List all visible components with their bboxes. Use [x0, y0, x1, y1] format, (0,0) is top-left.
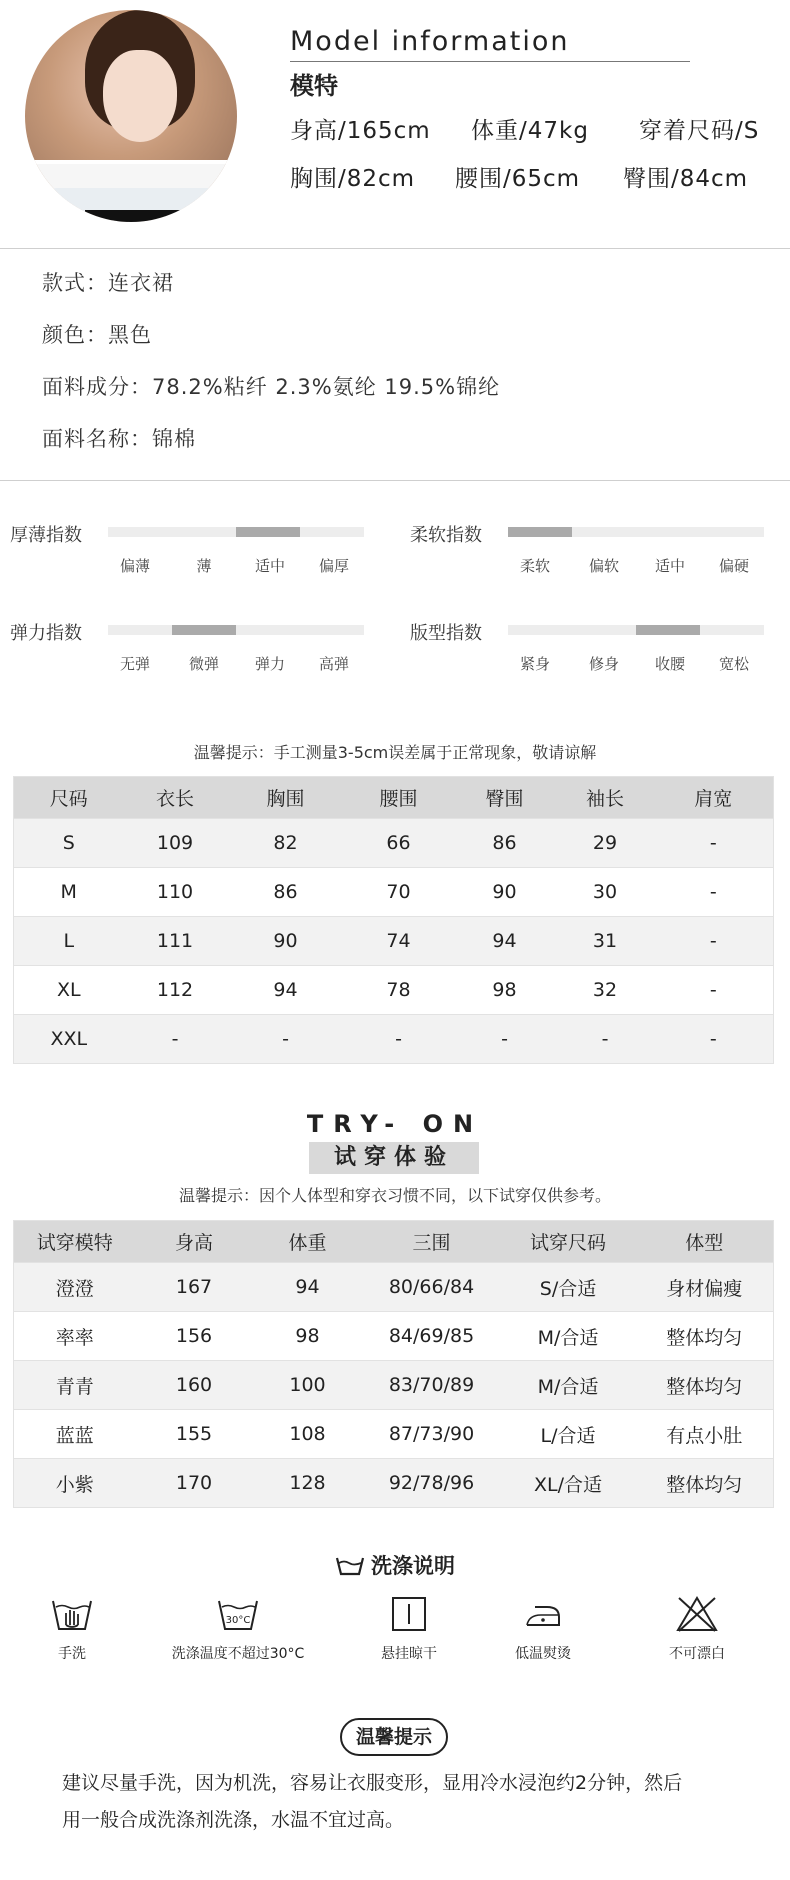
model-photo-face: [103, 50, 177, 142]
table-cell: M/合适: [501, 1312, 636, 1361]
iron-low-icon: [521, 1595, 565, 1633]
index-option: 柔软: [519, 557, 551, 575]
table-cell: 70: [345, 868, 453, 917]
index-option: 修身: [588, 655, 620, 673]
wash-label: 悬挂晾干: [381, 1646, 437, 1662]
tip-line-1: 建议尽量手洗，因为机洗，容易让衣服变形，显用冷水浸泡约2分钟，然后: [62, 1772, 683, 1794]
model-photo-dress: [85, 210, 205, 222]
table-cell: 90: [453, 868, 557, 917]
try-on-table: [13, 1220, 774, 1508]
tip-text: [62, 1765, 742, 1839]
table-cell: 整体均匀: [636, 1312, 774, 1361]
try-on-title: TRY- ON: [306, 1110, 484, 1138]
wash-item-no-bleach: [622, 1595, 772, 1663]
model-size: 穿着尺码/S: [639, 118, 760, 144]
product-color: 颜色：黑色: [42, 323, 152, 347]
table-cell: 78: [345, 966, 453, 1015]
table-cell: 整体均匀: [636, 1361, 774, 1410]
index-bar: [508, 527, 764, 537]
table-cell: 有点小肚: [636, 1410, 774, 1459]
table-cell: 94: [453, 917, 557, 966]
index-bar: [508, 625, 764, 635]
table-cell: L/合适: [501, 1410, 636, 1459]
table-cell: -: [557, 1015, 654, 1064]
table-cell: -: [654, 1015, 774, 1064]
table-cell: 86: [453, 819, 557, 868]
model-weight: 体重/47kg: [471, 118, 589, 144]
table-cell: -: [654, 966, 774, 1015]
table-cell: 94: [253, 1263, 363, 1312]
index-option: 微弹: [188, 655, 220, 673]
table-cell: 109: [124, 819, 227, 868]
table-cell: 156: [136, 1312, 253, 1361]
tip-line-2: 用一般合成洗涤剂洗涤，水温不宜过高。: [62, 1809, 405, 1831]
index-option: 高弹: [318, 655, 350, 673]
table-cell: XL: [14, 966, 124, 1015]
table-cell: 青青: [14, 1361, 136, 1410]
wash-label: 洗涤温度不超过30°C: [171, 1646, 305, 1662]
try-on-row: [14, 1410, 774, 1459]
table-cell: 率率: [14, 1312, 136, 1361]
table-cell: 身材偏瘦: [636, 1263, 774, 1312]
column-header: 体型: [636, 1221, 774, 1263]
size-table: [13, 776, 774, 1064]
table-cell: 100: [253, 1361, 363, 1410]
index-bar-fill: [636, 625, 700, 635]
table-cell: 92/78/96: [363, 1459, 501, 1508]
wash-label: 手洗: [58, 1646, 86, 1662]
table-cell: 98: [453, 966, 557, 1015]
size-table-note: 温馨提示：手工测量3-5cm误差属于正常现象，敬请谅解: [193, 743, 597, 762]
index-label: 柔软指数: [410, 525, 482, 546]
index-option: 无弹: [119, 655, 151, 673]
table-cell: 82: [227, 819, 345, 868]
column-header: 体重: [253, 1221, 363, 1263]
table-cell: -: [227, 1015, 345, 1064]
index-option: 薄: [196, 557, 212, 575]
index-option: 适中: [254, 557, 286, 575]
size-row: [14, 868, 774, 917]
wash-30-icon: [216, 1595, 260, 1633]
table-cell: 170: [136, 1459, 253, 1508]
index-option: 偏薄: [119, 557, 151, 575]
size-row: [14, 819, 774, 868]
model-height: 身高/165cm: [290, 118, 431, 144]
try-on-row: [14, 1361, 774, 1410]
size-row: [14, 1015, 774, 1064]
table-cell: 94: [227, 966, 345, 1015]
table-cell: -: [345, 1015, 453, 1064]
table-cell: 30: [557, 868, 654, 917]
table-cell: -: [654, 868, 774, 917]
table-cell: XL/合适: [501, 1459, 636, 1508]
section-divider: [0, 248, 790, 249]
table-cell: 86: [227, 868, 345, 917]
hang-dry-icon: [389, 1595, 429, 1633]
table-cell: 74: [345, 917, 453, 966]
index-bar-fill: [172, 625, 236, 635]
table-cell: -: [124, 1015, 227, 1064]
try-on-row: [14, 1312, 774, 1361]
index-bar: [108, 527, 364, 537]
try-on-note: 温馨提示：因个人体型和穿衣习惯不同，以下试穿仅供参考。: [178, 1186, 611, 1205]
size-row: [14, 917, 774, 966]
product-composition: 面料成分：78.2%粘纤 2.3%氨纶 19.5%锦纶: [42, 375, 501, 399]
index-bar-fill: [508, 527, 572, 537]
table-cell: 87/73/90: [363, 1410, 501, 1459]
table-cell: 160: [136, 1361, 253, 1410]
table-cell: 整体均匀: [636, 1459, 774, 1508]
table-cell: 84/69/85: [363, 1312, 501, 1361]
index-option: 收腰: [654, 655, 686, 673]
try-on-subtitle: 试穿体验: [309, 1142, 479, 1174]
section-divider: [0, 480, 790, 481]
table-cell: 112: [124, 966, 227, 1015]
model-photo: [25, 10, 237, 222]
table-cell: M: [14, 868, 124, 917]
washing-instructions-title: [0, 1550, 790, 1580]
table-cell: 111: [124, 917, 227, 966]
index-label: 弹力指数: [10, 623, 82, 644]
table-cell: -: [654, 819, 774, 868]
column-header: 衣长: [124, 777, 227, 819]
index-option: 紧身: [519, 655, 551, 673]
product-fabric-name: 面料名称：锦棉: [42, 427, 196, 451]
table-cell: 小紫: [14, 1459, 136, 1508]
table-cell: 108: [253, 1410, 363, 1459]
wash-30-icon-text: 30°C: [225, 1615, 251, 1626]
wash-item-iron-low: [468, 1595, 618, 1663]
table-cell: 98: [253, 1312, 363, 1361]
wash-item-hand-wash: [0, 1595, 147, 1663]
table-cell: -: [453, 1015, 557, 1064]
table-cell: 90: [227, 917, 345, 966]
model-information-section: [0, 0, 790, 248]
column-header: 三围: [363, 1221, 501, 1263]
index-option: 弹力: [254, 655, 286, 673]
column-header: 胸围: [227, 777, 345, 819]
table-cell: S: [14, 819, 124, 868]
index-option: 偏厚: [318, 557, 350, 575]
model-info-subtitle: 模特: [290, 72, 338, 100]
model-bust: 胸围/82cm: [290, 166, 416, 192]
index-label: 厚薄指数: [10, 525, 82, 546]
wash-label: 不可漂白: [669, 1646, 725, 1662]
table-cell: S/合适: [501, 1263, 636, 1312]
no-bleach-icon: [675, 1595, 719, 1633]
index-option: 偏软: [588, 557, 620, 575]
table-cell: 128: [253, 1459, 363, 1508]
column-header: 尺码: [14, 777, 124, 819]
table-cell: 167: [136, 1263, 253, 1312]
table-cell: 32: [557, 966, 654, 1015]
size-row: [14, 966, 774, 1015]
table-cell: 80/66/84: [363, 1263, 501, 1312]
tip-badge: 温馨提示: [340, 1718, 448, 1756]
column-header: 臀围: [453, 777, 557, 819]
table-cell: 29: [557, 819, 654, 868]
column-header: 身高: [136, 1221, 253, 1263]
column-header: 试穿尺码: [501, 1221, 636, 1263]
index-option: 适中: [654, 557, 686, 575]
table-cell: 66: [345, 819, 453, 868]
column-header: 袖长: [557, 777, 654, 819]
model-info-title: Model information: [290, 26, 570, 57]
column-header: 腰围: [345, 777, 453, 819]
wash-label: 低温熨烫: [515, 1646, 571, 1662]
wash-basin-icon: [335, 1555, 365, 1577]
washing-title-text: 洗涤说明: [371, 1554, 455, 1578]
model-title-divider: [290, 61, 690, 62]
table-cell: 83/70/89: [363, 1361, 501, 1410]
index-bar-fill: [236, 527, 300, 537]
table-cell: 31: [557, 917, 654, 966]
model-hip: 臀围/84cm: [623, 166, 749, 192]
try-on-row: [14, 1459, 774, 1508]
index-option: 宽松: [718, 655, 750, 673]
try-on-row: [14, 1263, 774, 1312]
wash-item-30c: [163, 1595, 313, 1663]
hand-wash-icon: [50, 1595, 94, 1633]
table-cell: 蓝蓝: [14, 1410, 136, 1459]
index-bar: [108, 625, 364, 635]
index-label: 版型指数: [410, 623, 482, 644]
model-waist: 腰围/65cm: [455, 166, 581, 192]
table-cell: -: [654, 917, 774, 966]
column-header: 试穿模特: [14, 1221, 136, 1263]
table-cell: XXL: [14, 1015, 124, 1064]
table-cell: 155: [136, 1410, 253, 1459]
product-style: 款式：连衣裙: [42, 271, 174, 295]
table-cell: L: [14, 917, 124, 966]
table-cell: 澄澄: [14, 1263, 136, 1312]
column-header: 肩宽: [654, 777, 774, 819]
table-cell: M/合适: [501, 1361, 636, 1410]
table-cell: 110: [124, 868, 227, 917]
index-option: 偏硬: [718, 557, 750, 575]
wash-item-hang-dry: [334, 1595, 484, 1663]
